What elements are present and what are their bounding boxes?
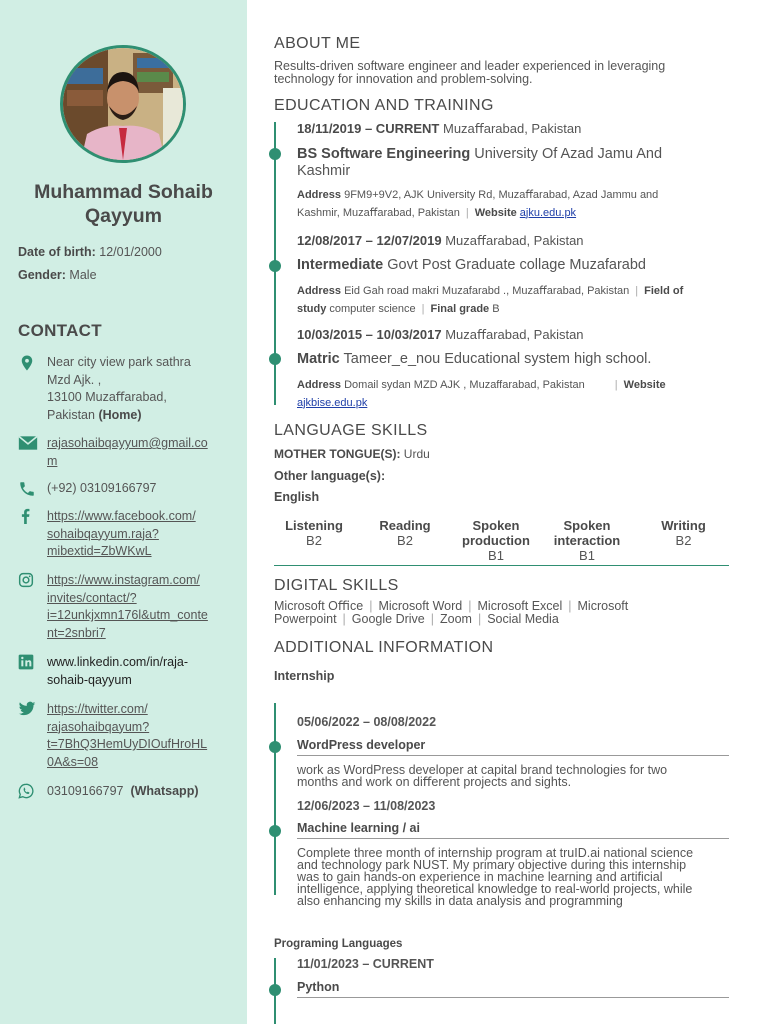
twitter-link[interactable]: https://twitter.com/ rajasohaibqayum? t=7BhQ3HemUyDIOufHroHL 0A&s=08 [47, 702, 208, 769]
language-heading: LANGUAGE SKILLS [274, 422, 428, 439]
dob-label: Date of birth: [18, 245, 96, 259]
entry-location: Muzaﬀarabad, Pakistan [445, 233, 584, 248]
contact-twitter[interactable] [18, 701, 228, 771]
entry-date: 18/11/2019 – CURRENT [297, 121, 440, 136]
contact-linkedin[interactable] [18, 654, 228, 689]
skill-listening: Listening B2 [285, 518, 343, 548]
entry-address: Eid Gah road makri Muzafarabd ., Muzaﬀarabad, Pakistan [344, 285, 630, 297]
additional-heading: ADDITIONAL INFORMATION [274, 639, 494, 656]
programming-entry [297, 957, 729, 998]
programming-title: Python [297, 980, 729, 998]
instagram-icon [18, 572, 40, 590]
entry-location: Muzaﬀarabad, Pakistan [442, 121, 582, 136]
other-language-name: English [274, 490, 320, 504]
sidebar [0, 0, 247, 1024]
entry-date: 10/03/2015 – 10/03/2017 [297, 327, 442, 342]
internship-date: 05/06/2022 – 08/08/2022 [297, 715, 437, 729]
contact-email[interactable] [18, 435, 228, 470]
field-of-study: computer science [329, 302, 416, 315]
education-entry: 10/03/2015 – 10/03/2017 Muzaﬀarabad, Pakistan Matric Tameer_e_nou Educational system high school. Address Domail sydan MZD AJK , Muzaffarabad, Pakistan | Website ajkbise.edu.pk [297, 327, 666, 409]
envelope-icon [18, 435, 40, 453]
language-skill-table [274, 518, 729, 563]
internship-date: 12/06/2023 – 11/08/2023 [297, 799, 436, 813]
internship-timeline [274, 703, 276, 895]
name-line-2: Qayyum [85, 205, 162, 227]
timeline-dot [269, 148, 281, 160]
linkedin-link[interactable]: www.linkedin.com/in/raja- sohaib-qayyum [47, 655, 189, 687]
about-text: Results-driven software engineer and leader experienced in leveraging technology for innovation and problem-solving. [274, 59, 666, 86]
contact-facebook[interactable] [18, 508, 228, 561]
website-link[interactable]: ajku.edu.pk [519, 206, 577, 219]
internship-label: Internship [274, 669, 335, 683]
entry-title: Matric [297, 351, 340, 367]
address-line: Mzd Ajk. , [47, 372, 102, 387]
mother-tongue: MOTHER TONGUE(S): Urdu [274, 447, 430, 461]
skill-spoken-production: Spoken production B1 [462, 518, 530, 563]
programming-date: 11/01/2023 – CURRENT [297, 957, 434, 971]
internship-title: Machine learning / ai [297, 821, 729, 839]
digital-skills-list: Microsoft Oﬃce | Microsoft Word | Microsoft Excel | Microsoft Powerpoint | Google Drive | Zoom | Social Media [274, 599, 629, 626]
whatsapp-icon [18, 783, 40, 801]
contact-heading: CONTACT [18, 321, 102, 340]
internship-entry [297, 799, 729, 907]
entry-institution: Tameer_e_nou Educational system high school. [343, 351, 652, 367]
linkedin-icon [18, 654, 40, 672]
skill-spoken-interaction: Spoken interaction B1 [553, 518, 621, 563]
address-line: Pakistan [47, 407, 95, 422]
gender-label: Gender: [18, 268, 66, 282]
person-name [0, 180, 247, 228]
profile-photo [60, 45, 186, 163]
skill-writing: Writing B2 [661, 518, 706, 548]
facebook-link[interactable]: https://www.facebook.com/ sohaibqayyum.raja? mibextid=ZbWKwL [47, 509, 196, 558]
skill-reading: Reading B2 [379, 518, 431, 548]
twitter-icon [18, 701, 40, 719]
contact-instagram[interactable] [18, 572, 228, 642]
education-entry: 12/08/2017 – 12/07/2019 Muzaﬀarabad, Pakistan Intermediate Govt Post Graduate collage Muzafarabd Address Eid Gah road makri Muzafarabd ., Muzaﬀarabad, Pakistan | Field of study computer science | Final grade B [297, 233, 684, 315]
address-line: Near city view park sathra [47, 355, 191, 369]
education-entry: 18/11/2019 – CURRENT Muzaﬀarabad, Pakistan BS Software Engineering University Of Azad Jamu And Kashmir Address 9FM9+9V2, AJK University Rd, Muzaﬀarabad, Azad Jammu and Kashmir, Muzaﬀarabad, Pakistan | Website ajku.edu.pk [297, 121, 729, 222]
entry-date: 12/08/2017 – 12/07/2019 [297, 233, 442, 248]
digital-heading: DIGITAL SKILLS [274, 577, 399, 594]
whatsapp-number: 03109166797 [47, 784, 124, 798]
address-tag: (Home) [98, 407, 142, 422]
phone-icon [18, 480, 40, 498]
gender [18, 268, 97, 282]
programming-languages-label: Programing Languages [274, 938, 403, 950]
timeline-dot [269, 353, 281, 365]
about-heading: ABOUT ME [274, 35, 361, 52]
entry-location: Muzaﬀarabad, Pakistan [445, 327, 584, 342]
internship-title: WordPress developer [297, 738, 729, 756]
name-line-1: Muhammad Sohaib [34, 181, 213, 203]
gender-value: Male [69, 268, 97, 282]
timeline-dot [269, 260, 281, 272]
dob-value: 12/01/2000 [99, 245, 162, 259]
entry-institution-cont: Kashmir [297, 163, 351, 179]
entry-title: Intermediate [297, 257, 384, 273]
entry-institution: Govt Post Graduate collage Muzafarabd [387, 257, 646, 273]
email-link[interactable]: rajasohaibqayyum@gmail.co m [47, 436, 208, 468]
contact-whatsapp [18, 783, 228, 801]
whatsapp-tag: (Whatsapp) [130, 784, 199, 798]
other-languages-label: Other language(s): [274, 469, 386, 483]
entry-title: BS Software Engineering [297, 146, 471, 162]
entry-address: 9FM9+9V2, AJK University Rd, Muzaﬀarabad, Azad Jammu and [344, 189, 659, 201]
website-link[interactable]: ajkbise.edu.pk [297, 396, 368, 409]
internship-description: Complete three month of internship program at truID.ai national science and technology park NUST. My primary objective during this internship was to gain hands-on experience in machine learning and artificial intelligence, applying theoretical knowledge to real-world projects, while also enhancing my skills in data analysis and programming [297, 846, 694, 908]
education-heading: EDUCATION AND TRAINING [274, 97, 494, 114]
section-divider [274, 565, 729, 566]
internship-description: work as WordPress developer at capital brand technologies for two months and work on diﬀerent projects and sights. [297, 763, 668, 789]
timeline-dot [269, 741, 281, 753]
entry-address: Domail sydan MZD AJK , Muzaffarabad, Pakistan [344, 379, 585, 391]
map-pin-icon [18, 354, 40, 372]
contact-phone [18, 480, 228, 498]
timeline-dot [269, 825, 281, 837]
date-of-birth [18, 245, 162, 259]
facebook-icon [18, 508, 40, 526]
contact-address [18, 354, 228, 424]
address-line: 13100 Muzaﬀarabad, [47, 390, 167, 404]
final-grade: B [492, 302, 500, 315]
instagram-link[interactable]: https://www.instagram.com/ invites/contact/? i=12unkjxmn176l&utm_conte nt=2snbri7 [47, 573, 208, 640]
entry-institution: University Of Azad Jamu And [474, 146, 663, 162]
timeline-dot [269, 984, 281, 996]
phone-number: (+92) 03109166797 [47, 481, 157, 495]
internship-entry [297, 715, 729, 788]
